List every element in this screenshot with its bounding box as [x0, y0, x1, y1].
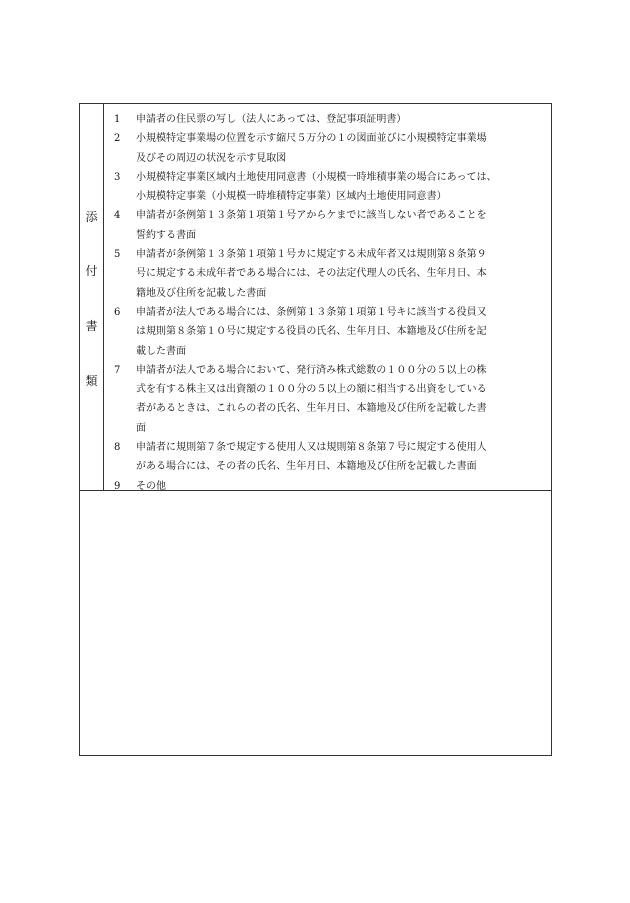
attached-documents-label	[80, 104, 104, 490]
item-text: は規則第８条第１０号に規定する役員の氏名、生年月日、本籍地及び住所を記	[136, 326, 487, 338]
attached-documents-section	[80, 104, 551, 491]
list-item	[104, 206, 550, 245]
item-text: 申請者が法人である場合において、発行済み株式総数の１００分の５以上の株	[136, 364, 487, 376]
item-text: 申請者が条例第１３条第１項第１号アからケまでに該当しない者であることを	[136, 210, 487, 222]
attached-documents-list	[104, 110, 550, 496]
item-text: 小規模特定事業場の位置を示す縮尺５万分の１の図面並びに小規模特定事業場	[136, 133, 487, 145]
item-number: 6	[114, 306, 121, 318]
item-text: 申請者に規則第７条で規定する使用人又は規則第８条第７号に規定する使用人	[136, 442, 487, 454]
item-text: 申請者が法人である場合には、条例第１３条第１項第１号キに該当する役員又	[136, 306, 487, 318]
item-text: 申請者の住民票の写し（法人にあっては、登記事項証明書）	[136, 114, 407, 125]
list-item	[104, 245, 550, 303]
item-text: 小規模特定事業区域内土地使用同意書（小規模一時堆積事業の場合にあっては、	[136, 171, 497, 183]
list-item	[104, 129, 550, 168]
item-text: 籍地及び住所を記載した書面	[136, 287, 267, 299]
item-text: 小規模特定事業（小規模一時堆積特定事業）区域内土地使用同意書）	[136, 191, 447, 203]
label-char-3: 書	[85, 319, 98, 333]
blank-notes-area	[80, 491, 551, 755]
item-text: 及びその周辺の状況を示す見取図	[136, 152, 287, 164]
label-char-2: 付	[85, 264, 98, 278]
item-number: 3	[114, 171, 121, 183]
list-item	[104, 168, 550, 207]
item-text: 者があるときは、これらの者の氏名、生年月日、本籍地及び住所を記載した書	[136, 403, 487, 415]
item-number: 1	[114, 114, 121, 125]
item-number: 4	[114, 210, 121, 222]
item-text: 面	[136, 422, 147, 434]
item-text: 申請者が条例第１３条第１項第１号カに規定する未成年者又は規則第８条第９	[136, 249, 487, 261]
item-number: 8	[114, 442, 121, 454]
item-text: 号に規定する未成年者である場合には、その法定代理人の氏名、生年月日、本	[136, 268, 487, 280]
list-item	[104, 110, 550, 129]
item-number: 2	[114, 133, 121, 145]
item-text: がある場合には、その者の氏名、生年月日、本籍地及び住所を記載した書面	[136, 461, 477, 473]
label-char-4: 類	[85, 374, 98, 388]
label-char-1: 添	[85, 210, 98, 224]
list-item	[104, 438, 550, 477]
item-number: 7	[114, 364, 121, 376]
item-text: その他	[136, 480, 167, 492]
item-text: 式を有する株主又は出資額の１００分の５以上の額に相当する出資をしている	[136, 384, 487, 396]
item-text: 誓約する書面	[136, 229, 197, 241]
item-text: 載した書面	[136, 345, 187, 357]
item-number: 5	[114, 249, 121, 261]
list-item	[104, 361, 550, 438]
attachments-form-table	[79, 103, 552, 756]
list-item	[104, 303, 550, 361]
item-number: 9	[114, 480, 121, 492]
